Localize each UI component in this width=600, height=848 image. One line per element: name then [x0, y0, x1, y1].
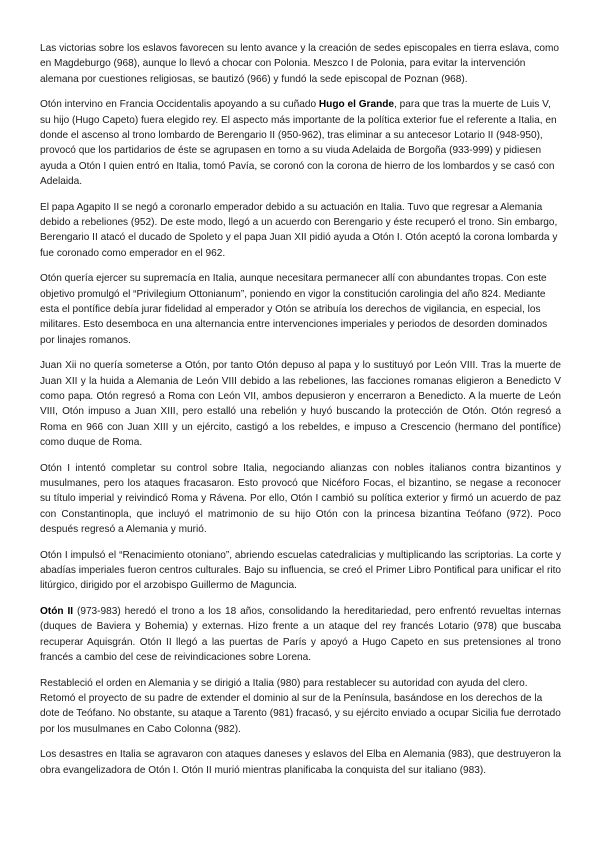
bold-name-oton-ii: Otón II	[40, 606, 74, 617]
paragraph-7: Otón I impulsó el “Renacimiento otoniano”, abriendo escuelas catedralicias y multiplicando las scriptorias. La corte y abadías imperiales fueron centros culturales. Bajo su influencia, se creó el Primer Libro Pontifical para unificar el rito litúrgico, dirigido por el arzobispo Guillermo de Maguncia.	[40, 549, 561, 592]
paragraph-5: Juan Xii no quería someterse a Otón, por tanto Otón depuso al papa y lo sustituyó por León VIII. Tras la muerte de Juan XII y la huida a Alemania de León VIII debido a las rebeliones, las facciones romanas eligieron a Benedicto V como papa. Otón regresó a Roma con León VII, ambos depusieron y encerraron a Benedicto. A la muerte de León VIII, Otón impuso a Juan XIII, pero estalló una rebelión y huyó buscando la protección de Otón. Otón regresó a Roma en 966 con Juan XIII y un ejército, castigó a los rebeldes, e impuso a Crescencio (hermano del pontífice) como duque de Roma.	[40, 360, 561, 448]
paragraph-2-rest: , para que tras la muerte de Luis V, su hijo (Hugo Capeto) fuera elegido rey. El aspecto más importante de la política exterior fue el referente a Italia, en donde el ascenso al trono lombardo de Berengario II (950-962), tras eliminar a su antecesor Lotario II (948-950), provocó que los partidarios de éste se agrupasen en torno a su viuda Adelaida de Borgoña (933-999) y pidiesen ayuda a Otón I quien entró en Italia, tomó Pavía, se coronó con la corona de hierro de los lombardos y se casó con Adelaida.	[40, 99, 557, 187]
paragraph-2-start: Otón intervino en Francia Occidentalis apoyando a su cuñado	[40, 99, 319, 111]
paragraph-4: Otón quería ejercer su supremacía en Italia, aunque necesitara permanecer allí con abundantes tropas. Con este objetivo promulgó el “Privilegium Ottonianum”, poniendo en vigor la constitución carolingia del año 824. Mediante esta el pontífice debía jurar fidelidad al emperador y Otón se atribuía los derechos de vigilancia, en especial, los militares. Esto desemboca en una alternancia entre intervenciones imperiales y periodos de desorden dominados por linajes romanos.	[40, 273, 548, 346]
paragraph-6: Otón I intentó completar su control sobre Italia, negociando alianzas con nobles italianos contra bizantinos y musulmanes, pero los ataques fracasaron. Esto provocó que Nicéforo Focas, el bizantino, se negase a reconocer su título imperial y reivindicó Roma y Rávena. Por ello, Otón I cambió su política exterior y firmó un acuerdo de paz con Constantinopla, que incluyó el matrimonio de su hijo Otón con la princesa bizantina Teófano (972). Poco después regresó a Alemania y murió.	[40, 462, 561, 535]
paragraph-8	[40, 604, 561, 665]
paragraph-8-rest: (973-983) heredó el trono a los 18 años, consolidando la hereditariedad, pero enfrentó revueltas internas (duques de Baviera y Bohemia) y externas. Hizo frente a un ataque del rey francés Lotario (978) que buscaba recuperar Aquisgrán. Otón II llegó a las puertas de París y apoyó a Hugo Capeto en sus pretensiones al trono francés a cambio del cese de reivindicaciones sobre Lorena.	[40, 606, 561, 663]
bold-name-hugo: Hugo el Grande	[318, 99, 395, 111]
paragraph-9: Restableció el orden en Alemania y se dirigió a Italia (980) para restablecer su autoridad con ayuda del clero. Retomó el proyecto de su padre de extender el dominio al sur de la Península, basándose en los derechos de la dote de Teófano. No obstante, su ataque a Tarento (981) fracasó, y su ejército enviado a ocupar Sicilia fue derrotado por los musulmanes en Cabo Colonna (982).	[40, 677, 561, 735]
paragraph-1: Las victorias sobre los eslavos favorecen su lento avance y la creación de sedes episcopales en tierra eslava, como en Magdeburgo (968), aunque lo llevó a chocar con Polonia. Meszco I de Polonia, para evitar la intervención alemana por cuestiones religiosas, se bautizó (966) y fundó la sede episcopal de Poznan (968).	[40, 43, 559, 85]
paragraph-3: El papa Agapito II se negó a coronarlo emperador debido a su actuación en Italia. Tuvo que regresar a Alemania debido a rebeliones (952). De este modo, llegó a un acuerdo con Berengario y éste recuperó el trono. Sin embargo, Berengario II atacó el ducado de Spoleto y el papa Juan XII pidió ayuda a Otón I. Otón aceptó la corona lombarda y fue coronado como emperador en el 962.	[40, 201, 558, 259]
paragraph-10: Los desastres en Italia se agravaron con ataques daneses y eslavos del Elba en Alemania (983), que destruyeron la obra evangelizadora de Otón I. Otón II murió mientras planificaba la conquista del sur italiano (983).	[40, 749, 561, 776]
paragraph-2	[40, 97, 561, 189]
document-body	[40, 41, 561, 788]
